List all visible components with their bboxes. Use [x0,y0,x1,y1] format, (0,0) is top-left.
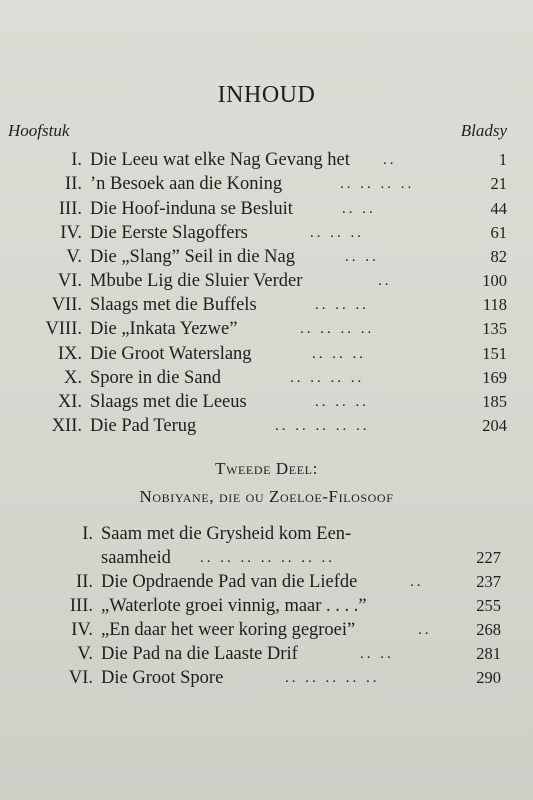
page-number: 151 [482,344,507,363]
toc-entry [0,317,533,341]
chapter-title: Die Leeu wat elke Nag Gevang het [90,150,350,170]
chapter-title: Die Hoof-induna se Besluit [90,199,293,219]
page-number: 135 [482,319,507,338]
toc-entry [0,172,533,196]
leader-dots: .. .. .. [315,297,369,313]
chapter-title: Die „Inkata Yezwe” [90,319,238,339]
toc-entry [0,293,533,317]
column-header-chapter: Hoofstuk [8,121,70,140]
page-title: INHOUD [217,82,316,108]
chapter-number: I. [71,150,82,170]
leader-dots: .. .. .. .. [290,370,365,386]
chapter-number: IV. [71,620,93,640]
toc-entry [0,148,533,172]
leader-dots: .. .. .. .. .. [285,670,380,686]
chapter-number: XII. [51,416,82,436]
page-number: 169 [482,368,507,387]
chapter-number: IX. [57,344,82,364]
leader-dots: .. .. [342,201,376,217]
chapter-number: V. [66,247,82,267]
toc-entry [0,221,533,245]
leader-dots: .. .. [345,249,379,265]
column-header-page: Bladsy [460,121,507,140]
chapter-title: Die Pad Terug [90,416,197,436]
chapter-number: VI. [57,271,82,291]
page-number: 237 [476,572,501,591]
chapter-number: VI. [68,668,93,688]
page-number: 268 [476,620,501,639]
toc-entry [0,414,533,438]
chapter-title: ’n Besoek aan die Koning [90,174,283,194]
page-number: 185 [482,392,507,411]
leader-dots: .. .. .. [312,346,366,362]
toc-entry [0,366,533,390]
leader-dots: .. [383,152,397,168]
chapter-number: VIII. [45,319,82,339]
chapter-number: III. [58,199,82,219]
chapter-number: II. [76,572,93,592]
toc-entry [0,618,533,642]
chapter-title: „En daar het weer koring gegroei” [101,620,356,640]
leader-dots: .. .. .. [310,225,364,241]
page-number: 281 [476,644,501,663]
toc-entry [0,197,533,221]
chapter-title: Die Eerste Slagoffers [90,223,248,243]
leader-dots: .. [410,574,424,590]
toc-entry [0,594,533,618]
chapter-number: III. [69,596,93,616]
leader-dots: .. .. .. .. .. [275,418,370,434]
toc-entry [0,390,533,414]
leader-dots: .. .. .. .. [300,321,375,337]
leader-dots: .. .. .. .. .. .. .. [200,550,335,566]
leader-dots: .. .. .. [315,394,369,410]
toc-entry [0,666,533,690]
leader-dots: .. .. [360,646,394,662]
page-number: 290 [476,668,501,687]
page-number: 61 [490,223,507,242]
toc-entry [0,245,533,269]
chapter-number: VII. [51,295,82,315]
chapter-number: XI. [57,392,82,412]
page-number: 118 [482,295,507,314]
chapter-title: Saam met die Grysheid kom Een- [101,524,352,544]
part-two-subtitle: Nobiyane, die ou Zoeloe-Filosoof [139,487,394,506]
chapter-title: saamheid [101,548,171,568]
part-two-heading: Tweede Deel: [215,459,318,478]
toc-entry [0,269,533,293]
page-number: 82 [490,247,507,266]
toc-entry [0,642,533,666]
chapter-title: Die „Slang” Seil in die Nag [90,247,295,267]
page-number: 100 [482,271,507,290]
chapter-title: „Waterlote groei vinnig, maar . . . .” [101,596,367,616]
chapter-number: X. [64,368,82,388]
chapter-title: Die Groot Waterslang [90,344,252,364]
leader-dots: .. [418,622,432,638]
chapter-title: Mbube Lig die Sluier Verder [90,271,303,291]
page-number: 255 [476,596,501,615]
chapter-number: V. [77,644,93,664]
page-number: 227 [476,548,501,567]
chapter-number: IV. [60,223,82,243]
toc-entry [0,342,533,366]
page-number: 21 [490,174,507,193]
chapter-title: Slaags met die Leeus [90,392,247,412]
toc-entry [0,546,533,570]
toc-entry [0,570,533,594]
chapter-title: Die Opdraende Pad van die Liefde [101,572,358,592]
chapter-number: I. [82,524,93,544]
chapter-number: II. [65,174,82,194]
chapter-title: Slaags met die Buffels [90,295,257,315]
chapter-title: Die Pad na die Laaste Drif [101,644,298,664]
chapter-title: Die Groot Spore [101,668,224,688]
page-number: 204 [482,416,507,435]
chapter-title: Spore in die Sand [90,368,222,388]
leader-dots: .. .. .. .. [340,176,415,192]
page-number: 1 [498,150,507,169]
page-number: 44 [490,199,507,218]
leader-dots: .. [378,273,392,289]
toc-entry [0,522,533,546]
